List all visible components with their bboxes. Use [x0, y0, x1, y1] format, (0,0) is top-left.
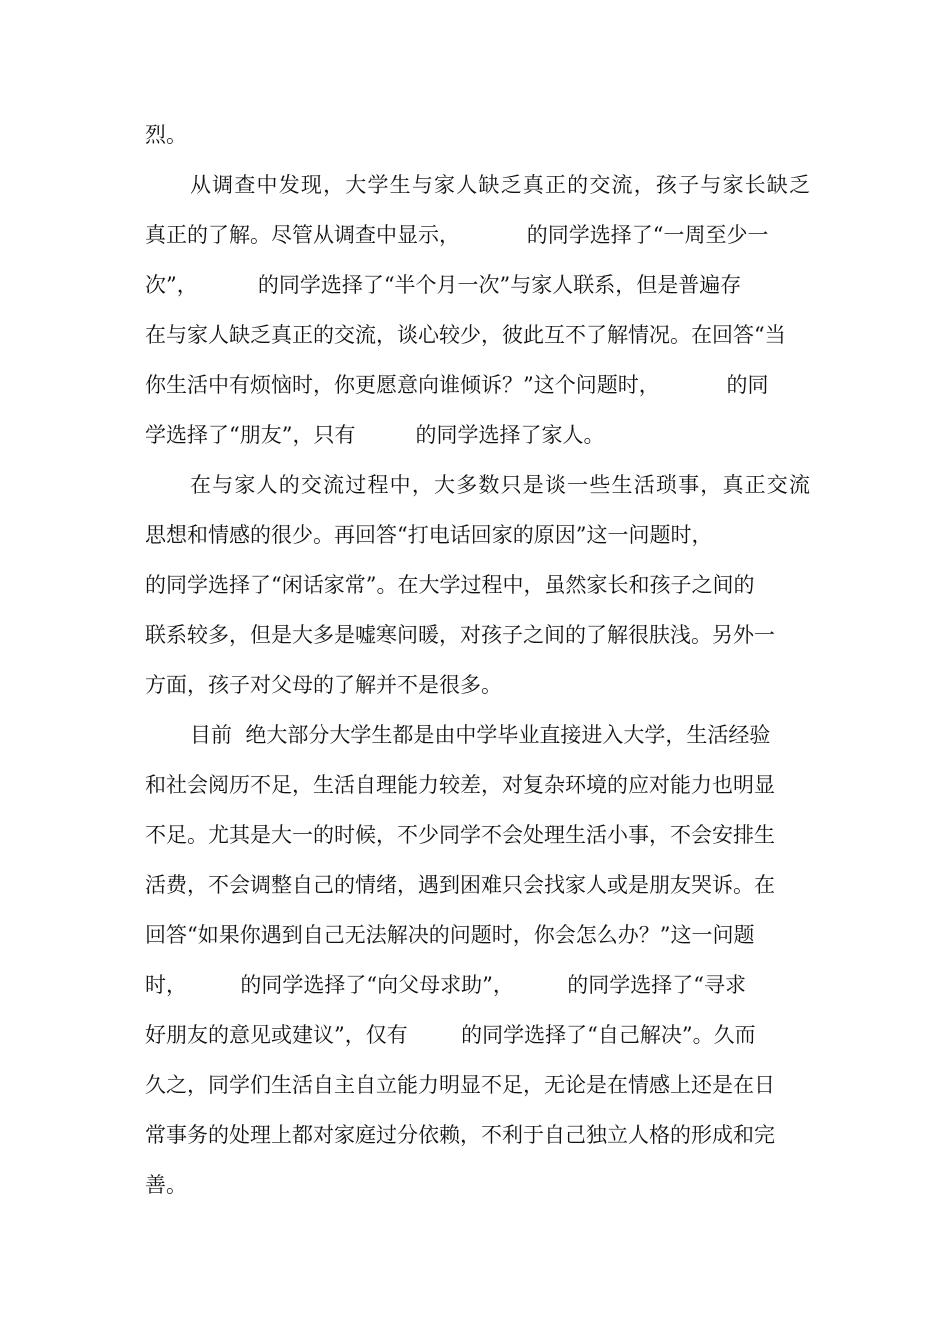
text-line: 常事务的处理上都对家庭过分依赖，不利于自己独立人格的形成和完 [145, 1123, 775, 1147]
text-line: 久之，同学们生活自主自立能力明显不足，无论是在情感上还是在日 [145, 1073, 775, 1097]
text-line: 思想和情感的很少。再回答“打电话回家的原因”这一问题时， [145, 523, 713, 547]
text-line: 真正的了解。尽管从调查中显示， 的同学选择了“一周至少一 [145, 223, 769, 247]
text-line: 方面，孩子对父母的了解并不是很多。 [145, 673, 502, 697]
text-line: 次”， 的同学选择了“半个月一次”与家人联系，但是普遍存 [145, 273, 742, 297]
text-line: 在与家人的交流过程中，大多数只是谈一些生活琐事，真正交流 [190, 473, 810, 497]
text-line: 联系较多，但是大多是嘘寒问暖，对孩子之间的了解很肤浅。另外一 [145, 623, 775, 647]
text-line: 活费，不会调整自己的情绪，遇到困难只会找家人或是朋友哭诉。在 [145, 873, 775, 897]
text-line: 不足。尤其是大一的时候，不少同学不会处理生活小事，不会安排生 [145, 823, 775, 847]
text-line: 回答“如果你遇到自己无法解决的问题时，你会怎么办？”这一问题 [145, 923, 755, 947]
text-line: 你生活中有烦恼时，你更愿意向谁倾诉？”这个问题时， 的同 [145, 373, 769, 397]
text-line: 学选择了“朋友”，只有 的同学选择了家人。 [145, 423, 605, 447]
text-line: 时， 的同学选择了“向父母求助”， 的同学选择了“寻求 [145, 973, 747, 997]
text-line: 善。 [145, 1173, 187, 1197]
text-line: 目前 绝大部分大学生都是由中学毕业直接进入大学，生活经验 [190, 723, 771, 747]
text-line: 烈。 [145, 123, 187, 147]
text-line: 从调查中发现，大学生与家人缺乏真正的交流，孩子与家长缺乏 [190, 173, 810, 197]
text-line: 和社会阅历不足，生活自理能力较差，对复杂环境的应对能力也明显 [145, 773, 775, 797]
text-line: 好朋友的意见或建议”，仅有 的同学选择了“自己解决”。久而 [145, 1023, 756, 1047]
text-line: 在与家人缺乏真正的交流，谈心较少，彼此互不了解情况。在回答“当 [145, 323, 786, 347]
text-line: 的同学选择了“闲话家常”。在大学过程中，虽然家长和孩子之间的 [145, 573, 755, 597]
